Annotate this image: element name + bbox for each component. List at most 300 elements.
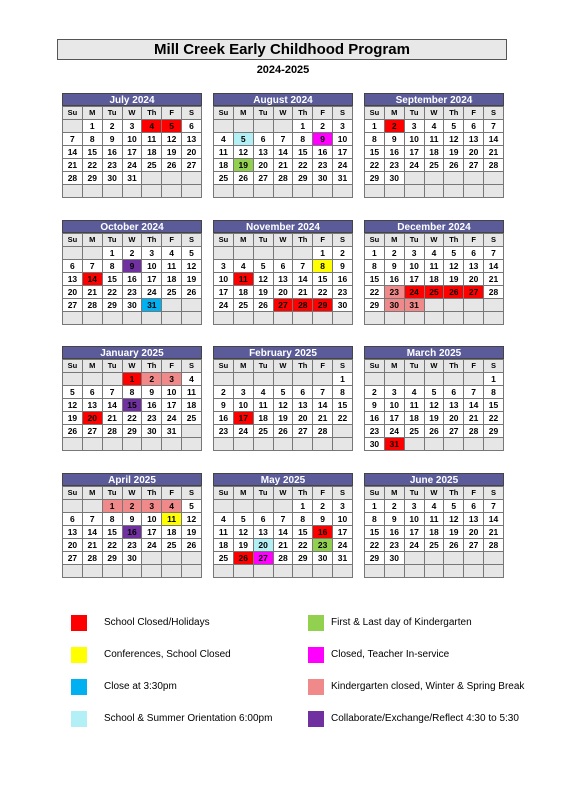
day-cell: 16 (122, 273, 142, 286)
day-cell: 25 (253, 425, 273, 438)
empty-cell (182, 312, 202, 325)
day-cell: 22 (365, 159, 385, 172)
empty-cell (122, 438, 142, 451)
day-cell: 4 (424, 120, 444, 133)
day-cell: 22 (333, 412, 353, 425)
day-cell: 13 (63, 526, 83, 539)
empty-cell (404, 172, 424, 185)
day-cell: 29 (293, 172, 313, 185)
day-cell: 28 (82, 299, 102, 312)
empty-cell (424, 552, 444, 565)
day-cell: 12 (424, 399, 444, 412)
day-cell: 7 (82, 513, 102, 526)
day-cell: 8 (122, 386, 142, 399)
month-title: June 2025 (364, 473, 504, 486)
empty-cell (122, 185, 142, 198)
day-cell: 12 (253, 273, 273, 286)
day-cell: 2 (313, 120, 333, 133)
day-cell: 9 (122, 513, 142, 526)
day-cell: 12 (182, 513, 202, 526)
empty-cell (82, 565, 102, 578)
month-title: March 2025 (364, 346, 504, 359)
empty-cell (122, 312, 142, 325)
day-cell: 13 (293, 399, 313, 412)
weekday-header: W (273, 487, 293, 500)
day-cell: 19 (233, 539, 253, 552)
day-cell: 27 (444, 425, 464, 438)
day-cell: 5 (182, 247, 202, 260)
empty-cell (464, 565, 484, 578)
day-cell: 4 (233, 260, 253, 273)
day-cell: 6 (444, 386, 464, 399)
empty-cell (384, 373, 404, 386)
empty-cell (142, 312, 162, 325)
day-cell: 12 (444, 260, 464, 273)
empty-cell (424, 373, 444, 386)
day-cell: 16 (365, 412, 385, 425)
day-cell: 30 (384, 172, 404, 185)
day-cell: 10 (404, 260, 424, 273)
day-cell: 2 (142, 373, 162, 386)
day-cell: 7 (484, 247, 504, 260)
weekday-header: Tu (253, 487, 273, 500)
day-cell: 23 (384, 539, 404, 552)
day-cell: 21 (82, 539, 102, 552)
weekday-header: Th (444, 107, 464, 120)
day-cell: 4 (162, 247, 182, 260)
day-cell: 15 (365, 146, 385, 159)
day-cell: 30 (365, 438, 385, 451)
day-cell: 10 (333, 513, 353, 526)
day-cell: 6 (82, 386, 102, 399)
day-cell: 6 (63, 260, 83, 273)
legend-label: School Closed/Holidays (104, 617, 210, 628)
day-cell: 18 (424, 526, 444, 539)
day-cell: 8 (333, 386, 353, 399)
legend-label: First & Last day of Kindergarten (331, 617, 472, 628)
empty-cell (63, 185, 83, 198)
day-cell: 29 (293, 552, 313, 565)
day-cell: 15 (122, 399, 142, 412)
day-cell: 31 (333, 172, 353, 185)
weekday-header: M (384, 107, 404, 120)
day-cell: 23 (333, 286, 353, 299)
empty-cell (444, 552, 464, 565)
day-cell: 24 (122, 159, 142, 172)
day-cell: 12 (273, 399, 293, 412)
empty-cell (424, 312, 444, 325)
day-cell: 5 (444, 120, 464, 133)
day-cell: 5 (182, 500, 202, 513)
day-cell: 2 (122, 247, 142, 260)
empty-cell (464, 312, 484, 325)
weekday-header: Tu (404, 360, 424, 373)
empty-cell (384, 185, 404, 198)
weekday-header: S (182, 487, 202, 500)
empty-cell (214, 438, 234, 451)
empty-cell (404, 552, 424, 565)
day-cell: 19 (444, 273, 464, 286)
weekday-header: Th (142, 360, 162, 373)
empty-cell (162, 438, 182, 451)
day-cell: 4 (253, 386, 273, 399)
day-cell: 19 (162, 146, 182, 159)
empty-cell (142, 172, 162, 185)
day-cell: 24 (333, 539, 353, 552)
empty-cell (273, 438, 293, 451)
weekday-header: S (182, 360, 202, 373)
day-cell: 21 (484, 526, 504, 539)
empty-cell (253, 565, 273, 578)
empty-cell (63, 247, 83, 260)
weekday-header: F (162, 107, 182, 120)
day-cell: 17 (122, 146, 142, 159)
day-cell: 13 (464, 513, 484, 526)
day-cell: 16 (384, 146, 404, 159)
day-cell: 3 (214, 260, 234, 273)
legend-swatch (71, 711, 87, 727)
day-cell: 13 (273, 273, 293, 286)
empty-cell (253, 185, 273, 198)
day-cell: 24 (404, 539, 424, 552)
day-cell: 10 (404, 513, 424, 526)
empty-cell (214, 185, 234, 198)
empty-cell (313, 565, 333, 578)
day-cell: 18 (162, 273, 182, 286)
empty-cell (82, 438, 102, 451)
day-cell: 20 (253, 539, 273, 552)
weekday-header: Su (63, 360, 83, 373)
day-cell: 25 (424, 539, 444, 552)
day-cell: 25 (424, 159, 444, 172)
month-calendar (62, 93, 202, 198)
day-cell: 11 (424, 513, 444, 526)
legend-swatch (308, 615, 324, 631)
empty-cell (182, 552, 202, 565)
day-cell: 22 (313, 286, 333, 299)
empty-cell (404, 373, 424, 386)
empty-cell (273, 120, 293, 133)
day-cell: 20 (63, 286, 83, 299)
day-cell: 24 (384, 425, 404, 438)
day-cell: 15 (365, 273, 385, 286)
day-cell: 16 (313, 526, 333, 539)
day-cell: 14 (273, 146, 293, 159)
weekday-header: W (122, 360, 142, 373)
weekday-header: Su (214, 107, 234, 120)
day-cell: 4 (142, 120, 162, 133)
day-cell: 2 (365, 386, 385, 399)
day-cell: 25 (404, 425, 424, 438)
day-cell: 10 (142, 260, 162, 273)
day-cell: 24 (404, 286, 424, 299)
day-cell: 4 (182, 373, 202, 386)
empty-cell (142, 185, 162, 198)
weekday-header: S (182, 107, 202, 120)
day-cell: 16 (384, 526, 404, 539)
day-cell: 27 (464, 159, 484, 172)
empty-cell (365, 565, 385, 578)
day-cell: 19 (253, 286, 273, 299)
day-cell: 14 (464, 399, 484, 412)
day-cell: 7 (273, 513, 293, 526)
day-cell: 15 (365, 526, 385, 539)
empty-cell (214, 247, 234, 260)
empty-cell (404, 565, 424, 578)
empty-cell (365, 185, 385, 198)
empty-cell (365, 312, 385, 325)
weekday-header: Su (365, 360, 385, 373)
empty-cell (333, 185, 353, 198)
weekday-header: Th (293, 107, 313, 120)
day-cell: 8 (82, 133, 102, 146)
day-cell: 6 (182, 120, 202, 133)
day-cell: 23 (313, 539, 333, 552)
day-cell: 17 (404, 526, 424, 539)
day-cell: 1 (102, 247, 122, 260)
weekday-header: M (82, 234, 102, 247)
day-cell: 29 (365, 172, 385, 185)
empty-cell (444, 438, 464, 451)
day-cell: 27 (464, 539, 484, 552)
empty-cell (313, 373, 333, 386)
empty-cell (162, 185, 182, 198)
weekday-header: Th (142, 107, 162, 120)
day-cell: 2 (122, 500, 142, 513)
day-cell: 21 (273, 159, 293, 172)
day-cell: 26 (253, 299, 273, 312)
weekday-header: M (233, 234, 253, 247)
day-cell: 18 (214, 539, 234, 552)
day-cell: 15 (293, 526, 313, 539)
weekday-header: M (384, 234, 404, 247)
weekday-header: M (233, 487, 253, 500)
day-cell: 3 (404, 120, 424, 133)
empty-cell (233, 185, 253, 198)
day-cell: 26 (444, 539, 464, 552)
month-calendar (213, 93, 353, 198)
day-cell: 9 (142, 386, 162, 399)
empty-cell (313, 438, 333, 451)
day-cell: 14 (293, 273, 313, 286)
day-cell: 17 (404, 273, 424, 286)
day-cell: 13 (444, 399, 464, 412)
day-cell: 7 (102, 386, 122, 399)
weekday-header: F (313, 360, 333, 373)
day-cell: 15 (82, 146, 102, 159)
day-cell: 11 (424, 260, 444, 273)
weekday-header: Th (293, 360, 313, 373)
empty-cell (233, 500, 253, 513)
month-calendar (62, 346, 202, 451)
day-cell: 24 (214, 299, 234, 312)
month-calendar (213, 220, 353, 325)
day-cell: 19 (233, 159, 253, 172)
day-cell: 9 (214, 399, 234, 412)
day-cell: 17 (162, 399, 182, 412)
day-cell: 24 (233, 425, 253, 438)
empty-cell (162, 565, 182, 578)
empty-cell (333, 565, 353, 578)
day-cell: 26 (233, 552, 253, 565)
day-cell: 10 (333, 133, 353, 146)
day-cell: 3 (404, 500, 424, 513)
day-cell: 30 (384, 299, 404, 312)
day-cell: 15 (484, 399, 504, 412)
empty-cell (293, 565, 313, 578)
month-title: September 2024 (364, 93, 504, 106)
day-cell: 1 (365, 120, 385, 133)
day-cell: 20 (464, 146, 484, 159)
empty-cell (253, 438, 273, 451)
day-cell: 26 (182, 286, 202, 299)
weekday-header: S (333, 487, 353, 500)
weekday-header: Tu (102, 234, 122, 247)
day-cell: 12 (182, 260, 202, 273)
day-cell: 18 (253, 412, 273, 425)
day-cell: 17 (142, 273, 162, 286)
day-cell: 23 (142, 412, 162, 425)
empty-cell (233, 247, 253, 260)
day-cell: 6 (464, 120, 484, 133)
weekday-header: W (122, 107, 142, 120)
day-cell: 10 (233, 399, 253, 412)
day-cell: 25 (233, 299, 253, 312)
weekday-header: W (122, 487, 142, 500)
empty-cell (182, 172, 202, 185)
day-cell: 17 (333, 146, 353, 159)
day-cell: 3 (122, 120, 142, 133)
day-cell: 7 (293, 260, 313, 273)
weekday-header: M (82, 487, 102, 500)
weekday-header: W (424, 487, 444, 500)
day-cell: 11 (162, 260, 182, 273)
empty-cell (293, 373, 313, 386)
day-cell: 13 (82, 399, 102, 412)
day-cell: 7 (273, 133, 293, 146)
empty-cell (273, 185, 293, 198)
empty-cell (253, 373, 273, 386)
day-cell: 4 (162, 500, 182, 513)
legend-swatch (71, 647, 87, 663)
day-cell: 12 (63, 399, 83, 412)
day-cell: 26 (182, 539, 202, 552)
day-cell: 27 (182, 159, 202, 172)
empty-cell (404, 312, 424, 325)
day-cell: 10 (404, 133, 424, 146)
day-cell: 13 (464, 133, 484, 146)
empty-cell (444, 565, 464, 578)
empty-cell (273, 247, 293, 260)
day-cell: 14 (273, 526, 293, 539)
day-cell: 18 (142, 146, 162, 159)
weekday-header: F (313, 487, 333, 500)
day-cell: 1 (122, 373, 142, 386)
empty-cell (404, 438, 424, 451)
day-cell: 1 (484, 373, 504, 386)
day-cell: 23 (122, 286, 142, 299)
empty-cell (484, 185, 504, 198)
day-cell: 24 (404, 159, 424, 172)
day-cell: 22 (102, 286, 122, 299)
day-cell: 20 (464, 526, 484, 539)
day-cell: 7 (484, 500, 504, 513)
month-calendar (364, 93, 504, 198)
weekday-header: F (464, 360, 484, 373)
month-title: December 2024 (364, 220, 504, 233)
day-cell: 18 (404, 412, 424, 425)
empty-cell (63, 438, 83, 451)
weekday-header: Th (142, 234, 162, 247)
empty-cell (142, 565, 162, 578)
empty-cell (122, 565, 142, 578)
day-cell: 30 (122, 552, 142, 565)
day-cell: 9 (333, 260, 353, 273)
empty-cell (253, 312, 273, 325)
day-cell: 14 (313, 399, 333, 412)
day-cell: 18 (182, 399, 202, 412)
month-calendar (213, 346, 353, 451)
day-cell: 10 (162, 386, 182, 399)
weekday-header: Su (63, 107, 83, 120)
day-cell: 29 (313, 299, 333, 312)
day-cell: 23 (384, 159, 404, 172)
day-cell: 29 (365, 299, 385, 312)
month-calendar (62, 473, 202, 578)
day-cell: 22 (293, 159, 313, 172)
empty-cell (424, 438, 444, 451)
month-title: November 2024 (213, 220, 353, 233)
day-cell: 11 (142, 133, 162, 146)
empty-cell (214, 312, 234, 325)
month-calendar (364, 346, 504, 451)
weekday-header: S (333, 234, 353, 247)
day-cell: 27 (253, 552, 273, 565)
empty-cell (82, 185, 102, 198)
day-cell: 25 (162, 539, 182, 552)
empty-cell (82, 247, 102, 260)
month-title: October 2024 (62, 220, 202, 233)
weekday-header: M (384, 487, 404, 500)
weekday-header: M (233, 360, 253, 373)
day-cell: 14 (82, 526, 102, 539)
weekday-header: Su (365, 107, 385, 120)
empty-cell (464, 172, 484, 185)
day-cell: 23 (102, 159, 122, 172)
day-cell: 18 (424, 146, 444, 159)
weekday-header: W (424, 107, 444, 120)
day-cell: 1 (365, 500, 385, 513)
weekday-header: W (273, 234, 293, 247)
day-cell: 22 (365, 286, 385, 299)
day-cell: 16 (384, 273, 404, 286)
weekday-header: Tu (253, 234, 273, 247)
day-cell: 8 (293, 133, 313, 146)
day-cell: 31 (162, 425, 182, 438)
weekday-header: Tu (253, 360, 273, 373)
day-cell: 6 (63, 513, 83, 526)
day-cell: 25 (214, 552, 234, 565)
day-cell: 24 (142, 539, 162, 552)
empty-cell (233, 438, 253, 451)
day-cell: 5 (233, 513, 253, 526)
empty-cell (233, 120, 253, 133)
day-cell: 15 (313, 273, 333, 286)
day-cell: 15 (102, 273, 122, 286)
day-cell: 2 (384, 247, 404, 260)
day-cell: 30 (102, 172, 122, 185)
day-cell: 5 (424, 386, 444, 399)
